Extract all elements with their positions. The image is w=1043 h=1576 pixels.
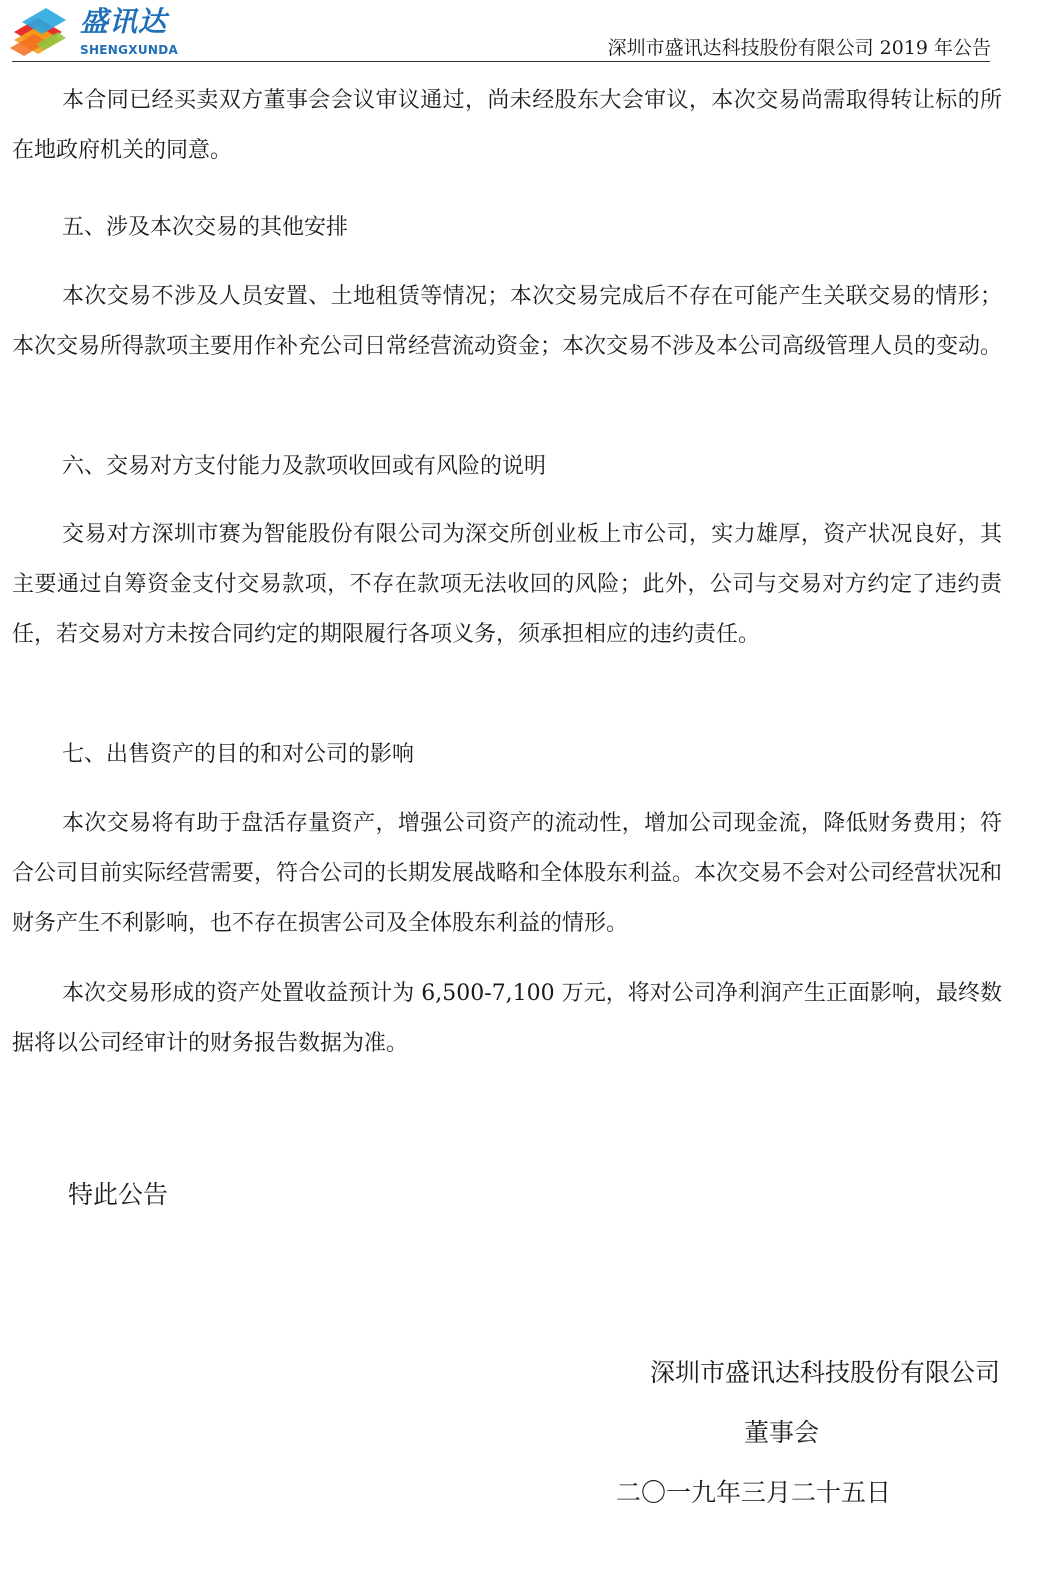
signature-date: 二〇一九年三月二十五日 <box>616 1478 892 1507</box>
section-heading-6: 六、交易对方支付能力及款项收回或有风险的说明 <box>62 454 547 479</box>
paragraph-other-arrangements: 本次交易不涉及人员安置、土地租赁等情况；本次交易完成后不存在可能产生关联交易的情形；本次交易所得款项主要用作补充公司日常经营流动资金；本次交易不涉及本公司高级管理人员的变动。 <box>12 284 1003 359</box>
page-header <box>0 0 1043 66</box>
signature-board: 董事会 <box>744 1418 820 1447</box>
paragraph-purpose-impact: 本次交易将有助于盘活存量资产，增强公司资产的流动性，增加公司现金流，降低财务费用；符合公司目前实际经营需要，符合公司的长期发展战略和全体股东利益。本次交易不会对公司经营状况和财务产生不利影响，也不存在损害公司及全体股东利益的情形。 <box>12 811 1003 936</box>
section-heading-7: 七、出售资产的目的和对公司的影响 <box>62 742 415 767</box>
company-logo-icon <box>8 4 68 62</box>
paragraph-disposal-gain: 本次交易形成的资产处置收益预计为 6,500-7,100 万元，将对公司净利润产生正面影响，最终数据将以公司经审计的财务报告数据为准。 <box>12 981 1002 1056</box>
signature-company: 深圳市盛讯达科技股份有限公司 <box>649 1358 1000 1387</box>
section-heading-5: 五、涉及本次交易的其他安排 <box>62 215 349 240</box>
header-divider <box>12 61 990 62</box>
header-title: 深圳市盛讯达科技股份有限公司 2019 年公告 <box>607 37 991 59</box>
logo-english-text: SHENGXUNDA <box>80 43 179 57</box>
logo-chinese-text: 盛讯达 <box>80 5 168 38</box>
closing-notice: 特此公告 <box>68 1180 169 1209</box>
paragraph-approval: 本合同已经买卖双方董事会会议审议通过，尚未经股东大会审议，本次交易尚需取得转让标的所在地政府机关的同意。 <box>12 88 1002 163</box>
paragraph-payment-ability: 交易对方深圳市赛为智能股份有限公司为深交所创业板上市公司，实力雄厚，资产状况良好，其主要通过自筹资金支付交易款项，不存在款项无法收回的风险；此外，公司与交易对方约定了违约责任，若交易对方未按合同约定的期限履行各项义务，须承担相应的违约责任。 <box>12 522 1002 647</box>
